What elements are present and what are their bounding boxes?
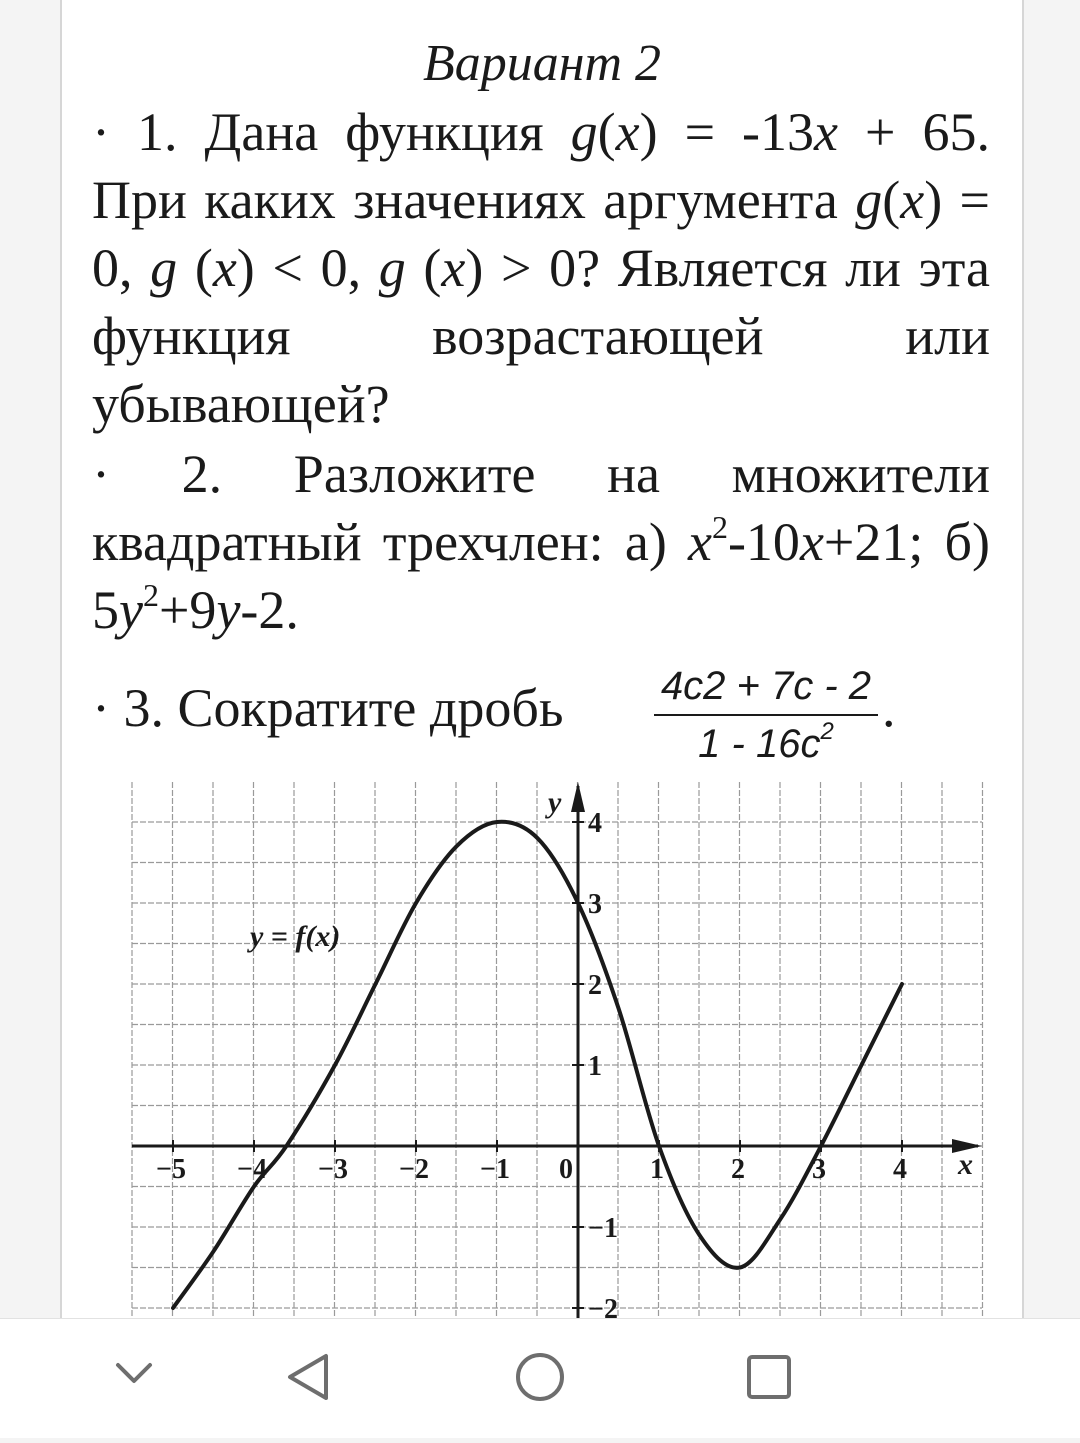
function-graph: [62, 0, 1022, 1318]
x-tick-label: −1: [480, 1154, 510, 1185]
y-tick-label: −1: [588, 1213, 618, 1244]
y-axis-label: y: [548, 786, 562, 819]
x-tick-label: −3: [318, 1154, 348, 1185]
y-axis-arrow: [571, 782, 585, 812]
y-tick-label: 1: [588, 1051, 602, 1082]
fraction-denominator: $1 - 16c^2$: [698, 718, 834, 766]
y-tick-label: 3: [588, 889, 602, 920]
home-circle-icon[interactable]: [518, 1355, 562, 1399]
task-1: · 1. Дана функция g(x) = -13x + 65. При каких значениях аргумента g(x) = 0, g (x) < 0, g (x) > 0? Является ли эта функция возрастающей или убывающей?: [92, 102, 990, 434]
x-axis-label: x: [958, 1148, 973, 1181]
recents-square-icon[interactable]: [749, 1357, 789, 1397]
task-3: · 3. Сократите дробь: [92, 678, 564, 738]
x-tick-label: 4: [893, 1154, 907, 1185]
x-tick-label: −2: [399, 1154, 429, 1185]
fraction-end: .: [882, 678, 896, 738]
y-tick-label: 2: [588, 970, 602, 1001]
x-tick-label: 0: [559, 1154, 573, 1185]
y-tick-label: 4: [588, 808, 602, 839]
x-tick-label: −4: [237, 1154, 267, 1185]
tick-labels: [156, 786, 973, 1318]
chevron-down-icon[interactable]: [118, 1365, 150, 1381]
fraction-numerator: 4c2 + 7c - 2: [654, 660, 878, 716]
x-tick-label: 3: [812, 1154, 826, 1185]
variant-title: Вариант 2: [422, 35, 662, 92]
x-tick-label: −5: [156, 1154, 186, 1185]
back-triangle-icon[interactable]: [290, 1356, 326, 1398]
system-nav-bar: [0, 1318, 1080, 1438]
x-tick-label: 2: [731, 1154, 745, 1185]
y-tick-label: −2: [588, 1294, 618, 1318]
task-2: · 2. Разложите на множители квадратный трехчлен: а) $x^2-10x+21$; б) $5y^2+9y-2$.: [92, 444, 991, 640]
curve-label: y = f(x): [249, 919, 341, 953]
x-tick-label: 1: [650, 1154, 664, 1185]
document-page: [60, 0, 1024, 1318]
